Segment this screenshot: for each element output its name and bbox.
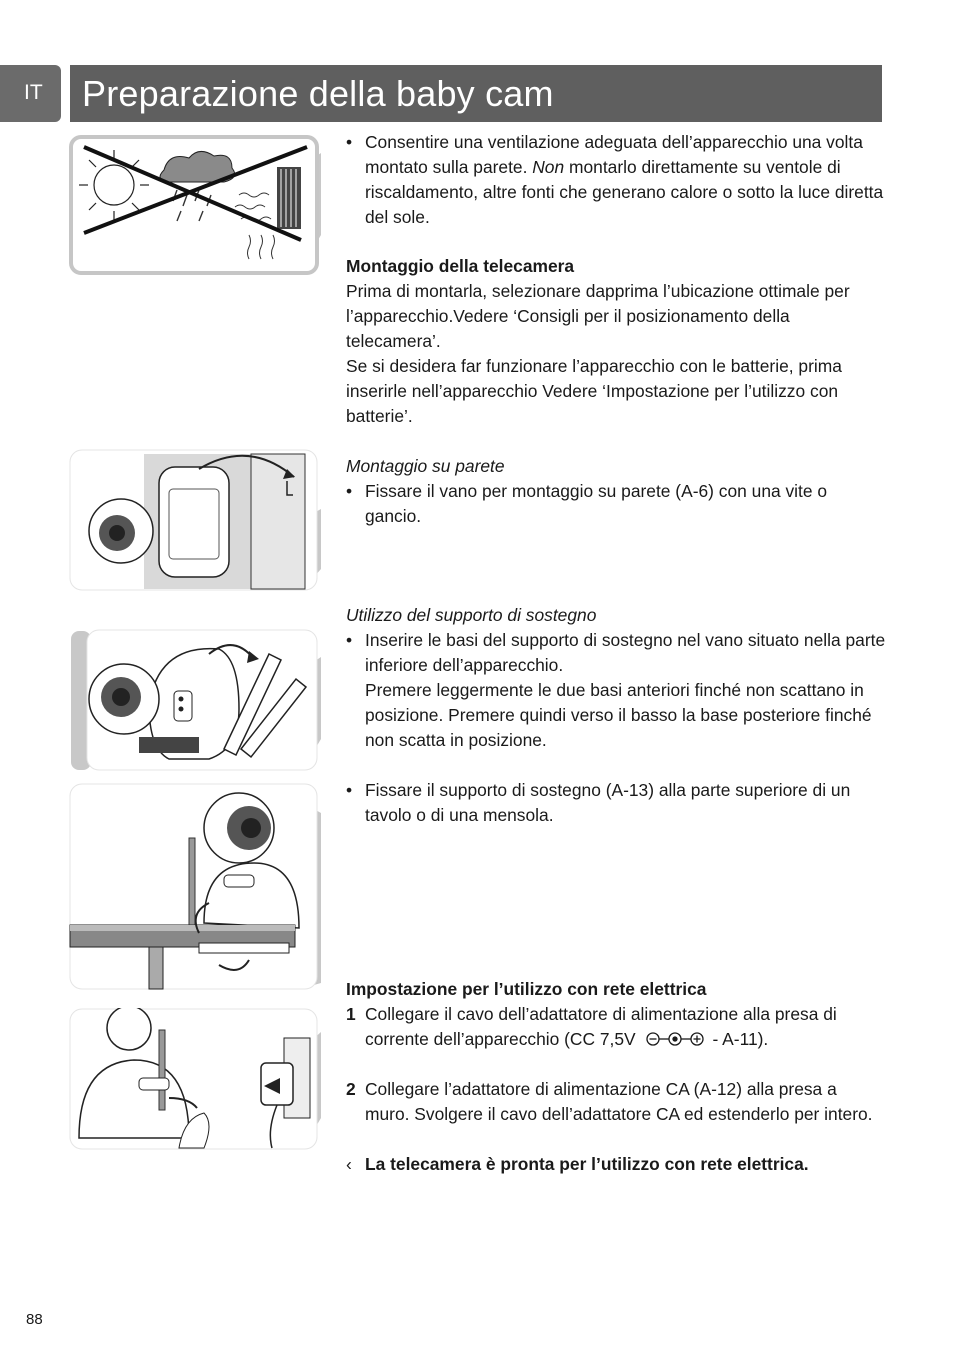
ventilation-text-a: Consentire una ventilazione adeguata dell’apparecchio una volta montato sulla parete. — [365, 132, 863, 177]
no-heat-illustration — [69, 135, 321, 277]
polarity-symbol-icon — [645, 1031, 709, 1047]
stand-section: Utilizzo del supporto di sostegno • Inserire le basi del supporto di sostegno nel vano situato nella parte inferiore dell’apparecchio. Premere leggermente le due basi anteriori finché non scattano in posizione. Premere quindi verso il basso la base posteriore finché non scatta in posizione. — [346, 605, 886, 750]
language-label: IT — [24, 81, 43, 104]
mounting-section — [346, 254, 886, 429]
stand-text-1b: Premere leggermente le due basi anteriori finché non scattano in posizione. Premere quindi verso il basso la base posteriore finché non scatta in posizione. — [365, 680, 872, 750]
mains-heading: Impostazione per l’utilizzo con rete elettrica — [346, 979, 707, 999]
title-bar — [70, 65, 882, 122]
ventilation-text-b: montarlo direttamente su ventole di riscaldamento, altre fonti che generano calore o sotto la luce diretta del sole. — [365, 157, 884, 227]
ventilation-bullet: • Consentire una ventilazione adeguata dell’apparecchio una volta montato sulla parete. Non montarlo direttamente su ventole di riscaldamento, altre fonti che generano calore o sotto la luce diretta del sole. — [346, 132, 884, 227]
wall-mount-illustration — [69, 449, 321, 592]
page-title: Preparazione della baby cam — [82, 73, 554, 114]
ventilation-text-emphasis: Non — [532, 157, 565, 177]
language-tab — [0, 65, 61, 122]
power-adapter-illustration — [69, 1008, 321, 1151]
mains-section: Impostazione per l’utilizzo con rete elettrica 1 Collegare il cavo dell’adattatore di alimentazione alla presa di corrente dell’apparecchio (CC 7,5V - A-11). 2 Collegare l’adattatore di alimentazione CA (A-12) alla presa a muro. Svolgere il cavo dell’adattatore CA ed estenderlo per intero. ‹ La telecamera è pronta per l’utilizzo con rete elettrica. — [346, 977, 886, 1177]
stand-insert-illustration — [69, 629, 321, 772]
result-text: La telecamera è pronta per l’utilizzo con rete elettrica. — [365, 1154, 809, 1174]
table-mount-illustration — [69, 783, 321, 991]
wall-mount-heading: Montaggio su parete — [346, 456, 505, 476]
wall-mount-text: Fissare il vano per montaggio su parete (A-6) con una vite o gancio. — [365, 481, 828, 526]
mounting-paragraph-2: Se si desidera far funzionare l’apparecchio con le batterie, prima inserirle nell’apparecchio Vedere ‘Impostazione per l’utilizzo con batterie’. — [346, 356, 842, 426]
page-number: 88 — [26, 1311, 43, 1328]
stand-heading: Utilizzo del supporto di sostegno — [346, 605, 597, 625]
mounting-paragraph-1: Prima di montarla, selezionare dapprima l’ubicazione ottimale per l’apparecchio.Vedere ‘Consigli per il posizionamento della telecamera’. — [346, 281, 850, 351]
table-mount-bullet: • Fissare il supporto di sostegno (A-13) alla parte superiore di un tavolo o di una mensola. — [346, 780, 851, 825]
mounting-heading: Montaggio della telecamera — [346, 256, 575, 276]
step-1-text-a: Collegare il cavo dell’adattatore di alimentazione alla presa di corrente dell’apparecchio (CC 7,5V — [365, 1004, 837, 1049]
result-arrow-icon: ‹ — [346, 1154, 352, 1174]
step-2-text: Collegare l’adattatore di alimentazione CA (A-12) alla presa a muro. Svolgere il cavo dell’adattatore CA ed estenderlo per intero. — [365, 1079, 873, 1124]
step-1-text-b: - A-11). — [712, 1029, 769, 1049]
wall-mount-section: Montaggio su parete • Fissare il vano per montaggio su parete (A-6) con una vite o gancio. — [346, 454, 886, 529]
stand-text-1: Inserire le basi del supporto di sostegno nel vano situato nella parte inferiore dell’apparecchio. — [365, 630, 886, 675]
stand-text-2: Fissare il supporto di sostegno (A-13) alla parte superiore di un tavolo o di una mensola. — [365, 780, 851, 825]
